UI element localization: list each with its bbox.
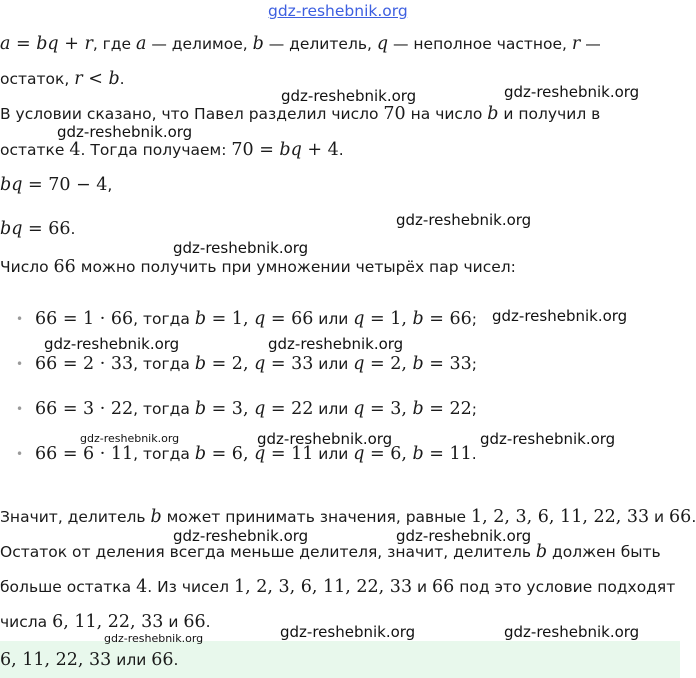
- conclusion-line-4: числа 6, 11, 22, 33 и 66.: [0, 612, 211, 632]
- list-item: • 66 = 3 · 22, тогда b = 3, q = 22 или q = 3, b = 22;: [16, 399, 478, 419]
- conclusion-line-3: больше остатка 4. Из чисел 1, 2, 3, 6, 11, 22, 33 и 66 под это условие подходят: [0, 577, 676, 597]
- answer-line: 6, 11, 22, 33 или 66.: [0, 650, 179, 670]
- watermark: gdz-reshebnik.org: [281, 87, 417, 105]
- definition-line-1: a = bq + r, где a — делимое, b — делитель, q — неполное частное, r —: [0, 34, 601, 54]
- watermark: gdz-reshebnik.org: [173, 239, 309, 257]
- watermark: gdz-reshebnik.org: [257, 430, 393, 448]
- pairs-intro: Число 66 можно получить при умножении четырёх пар чисел:: [0, 257, 516, 277]
- watermark: gdz-reshebnik.org: [504, 83, 640, 101]
- bullet-icon: •: [16, 357, 24, 371]
- watermark: gdz-reshebnik.org: [268, 335, 404, 353]
- equation-line-2: bq = 66.: [0, 219, 76, 239]
- conclusion-line-2: Остаток от деления всегда меньше делителя, значит, делитель b должен быть: [0, 542, 661, 562]
- bullet-icon: •: [16, 402, 24, 416]
- watermark: gdz-reshebnik.org: [44, 335, 180, 353]
- bullet-icon: •: [16, 312, 24, 326]
- watermark: gdz-reshebnik.org: [57, 123, 193, 141]
- watermark: gdz-reshebnik.org: [504, 623, 640, 641]
- list-item: • 66 = 2 · 33, тогда b = 2, q = 33 или q = 2, b = 33;: [16, 354, 478, 374]
- watermark-top: gdz-reshebnik.org: [268, 2, 408, 20]
- watermark: gdz-reshebnik.org: [492, 307, 628, 325]
- definition-line-2: остаток, r < b.: [0, 69, 125, 89]
- watermark: gdz-reshebnik.org: [280, 623, 416, 641]
- equation-line-1: bq = 70 − 4,: [0, 175, 113, 195]
- conclusion-line-1: Значит, делитель b может принимать значения, равные 1, 2, 3, 6, 11, 22, 33 и 66.: [0, 507, 696, 527]
- condition-line-2: остатке 4. Тогда получаем: 70 = bq + 4.: [0, 140, 344, 160]
- watermark: gdz-reshebnik.org: [173, 527, 309, 545]
- watermark: gdz-reshebnik.org: [80, 432, 180, 445]
- condition-line-1: В условии сказано, что Павел разделил число 70 на число b и получил в: [0, 104, 601, 124]
- list-item: • 66 = 1 · 66, тогда b = 1, q = 66 или q = 1, b = 66;: [16, 309, 478, 329]
- list-item: • 66 = 6 · 11, тогда b = 6, q = 11 или q = 6, b = 11.: [16, 444, 477, 464]
- watermark: gdz-reshebnik.org: [396, 211, 532, 229]
- watermark: gdz-reshebnik.org: [104, 632, 204, 645]
- bullet-icon: •: [16, 447, 24, 461]
- watermark: gdz-reshebnik.org: [396, 527, 532, 545]
- watermark: gdz-reshebnik.org: [480, 430, 616, 448]
